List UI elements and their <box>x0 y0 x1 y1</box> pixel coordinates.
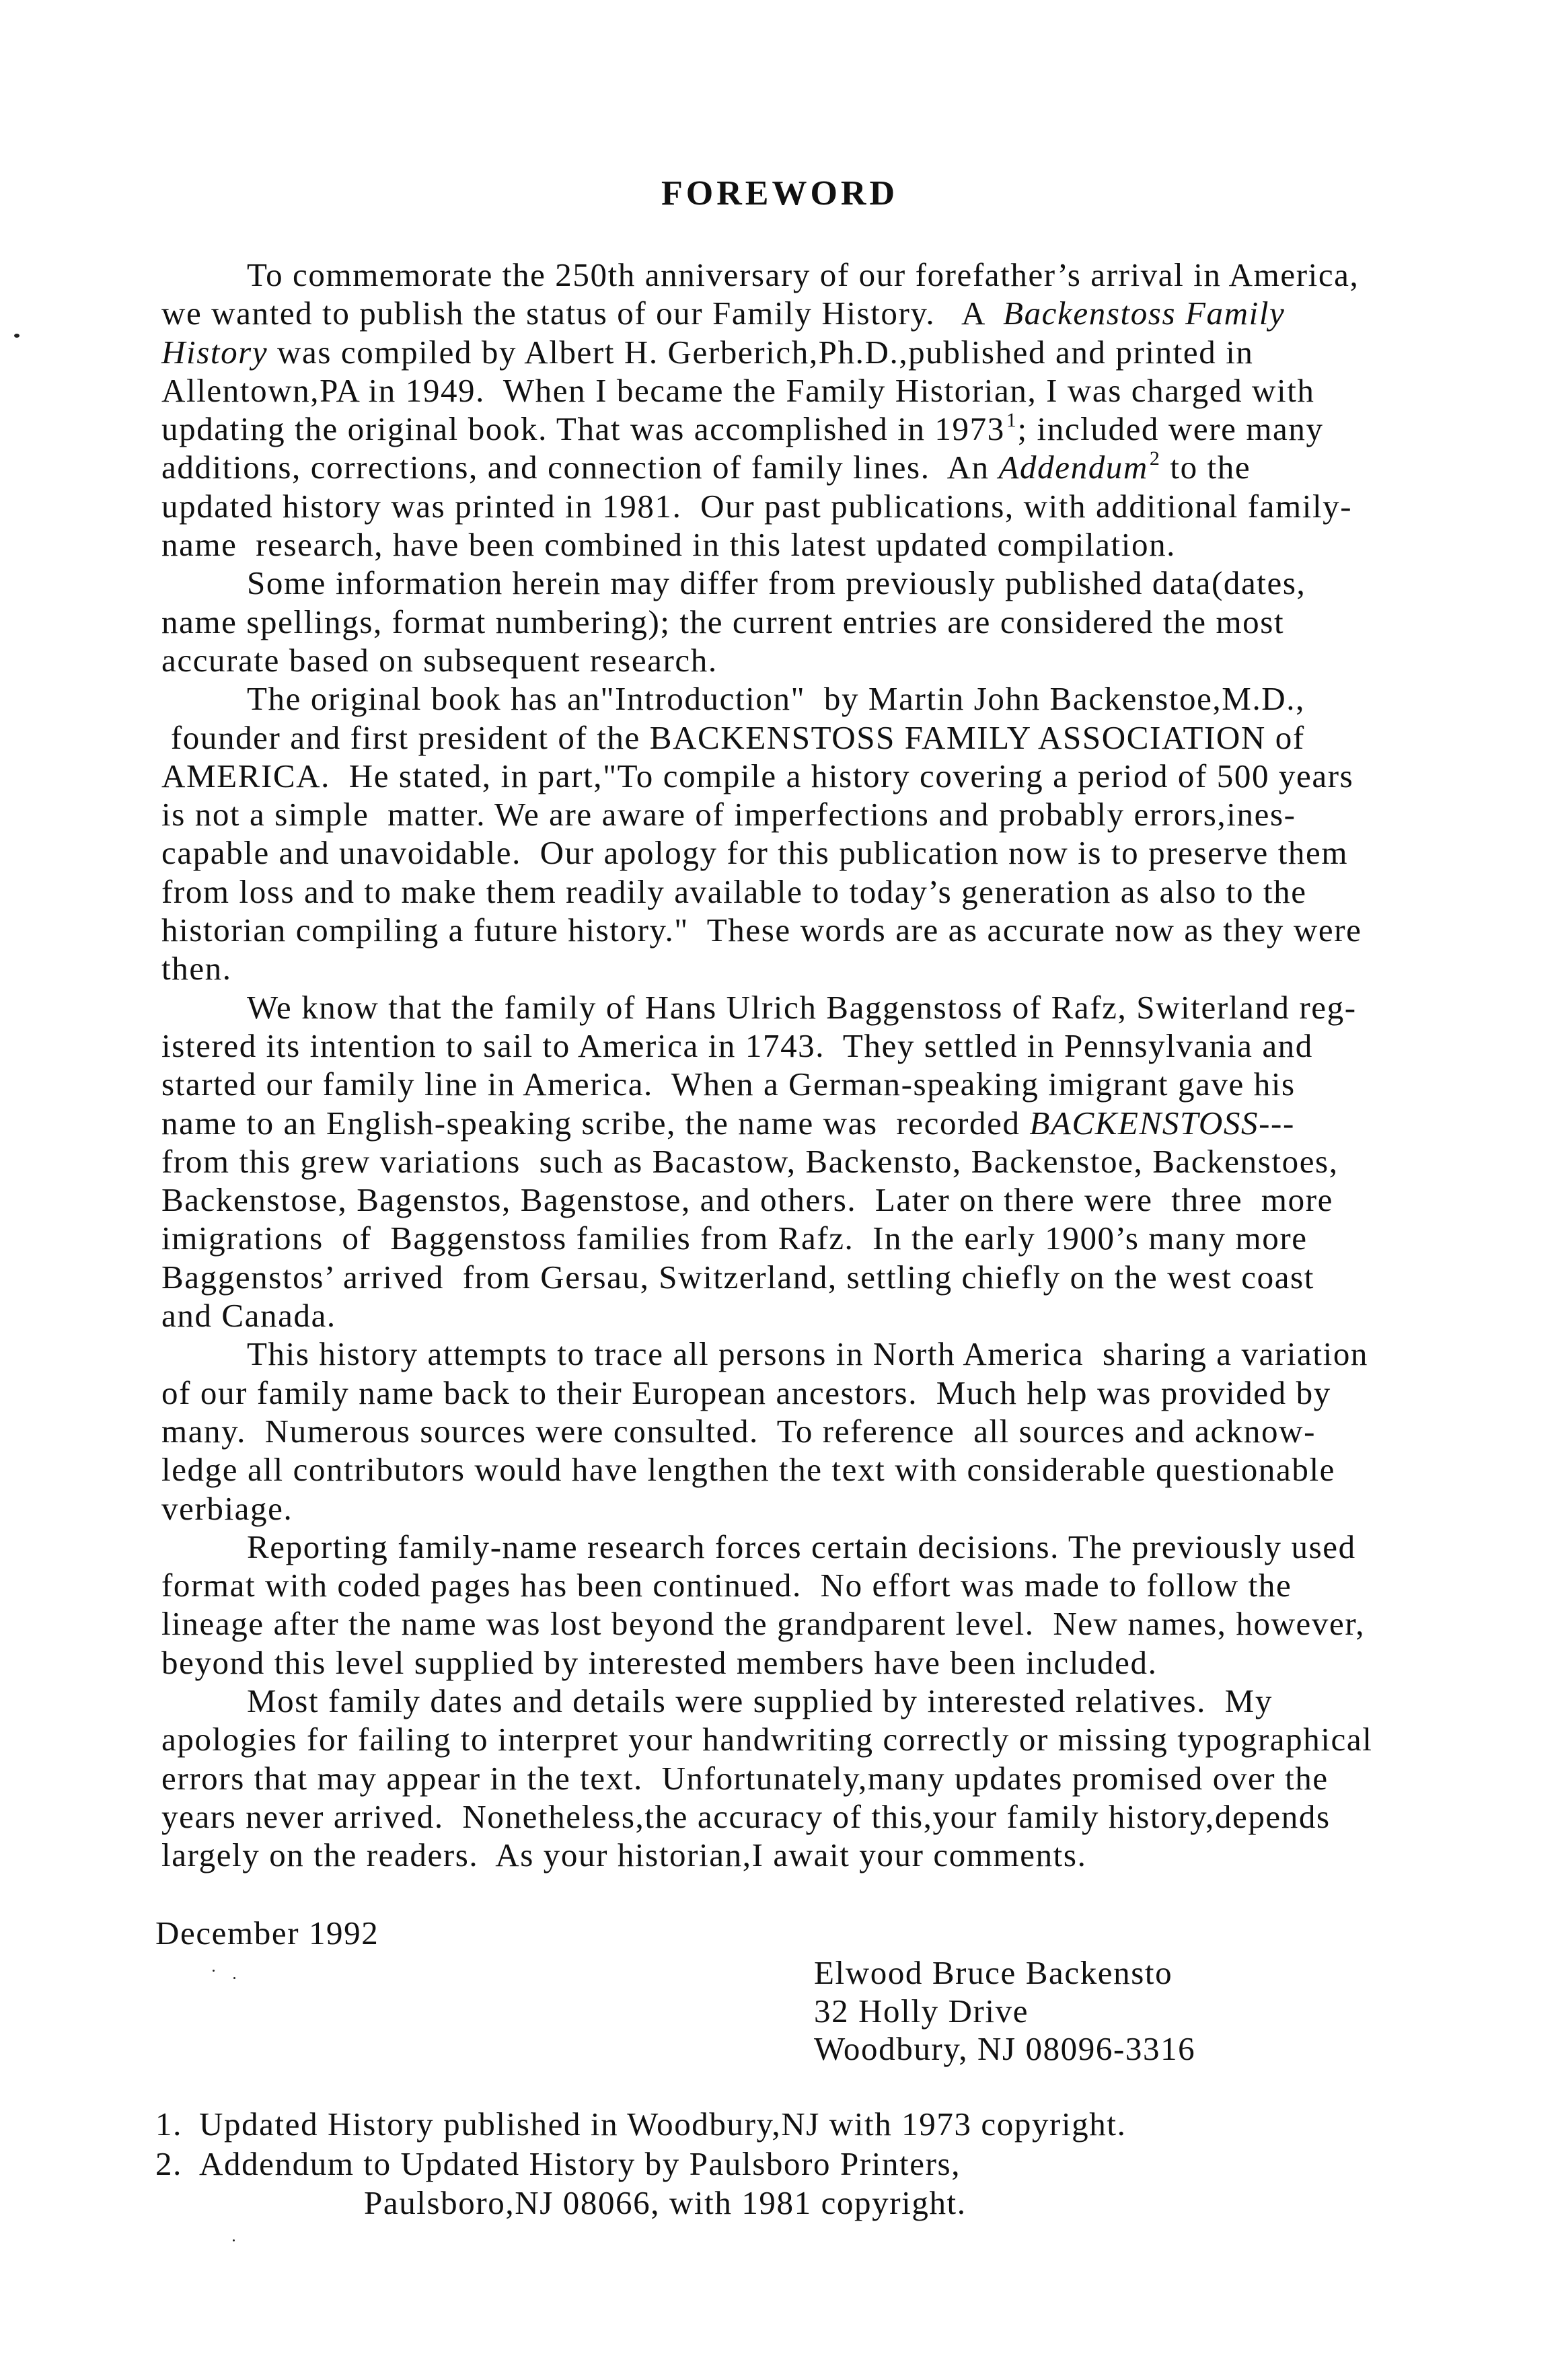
text-segment: we wanted to publish the status of our Family History. A <box>161 295 1004 332</box>
text-segment: name spellings, format numbering); the current entries are considered the most <box>161 603 1285 640</box>
body-line <box>161 564 1426 602</box>
signature-city: Woodbury, NJ 08096-3316 <box>814 2030 1196 2068</box>
text-segment: Most family dates and details were supplied by interested relatives. My <box>247 1682 1273 1719</box>
body-line <box>161 525 1426 564</box>
text-segment: AMERICA. He stated, in part,"To compile a history covering a period of 500 years <box>161 757 1354 794</box>
text-segment: To commemorate the 250th anniversary of our forefather’s arrival in America, <box>247 256 1360 293</box>
text-segment: name to an English-speaking scribe, the name was recorded <box>161 1104 1030 1142</box>
body-line <box>161 487 1426 525</box>
text-segment: imigrations of Baggenstoss families from Rafz. In the early 1900’s many more <box>161 1220 1308 1257</box>
body-line <box>161 1065 1426 1103</box>
text-segment: errors that may appear in the text. Unfortunately,many updates promised over the <box>161 1759 1329 1797</box>
body-line <box>161 795 1426 833</box>
body-line <box>161 949 1426 988</box>
signature-street: 32 Holly Drive <box>814 1992 1029 2030</box>
text-segment: to the <box>1160 449 1251 486</box>
scan-speck <box>14 334 20 338</box>
text-segment: name research, have been combined in this latest updated compilation. <box>161 526 1177 564</box>
text-segment: and Canada. <box>161 1297 336 1335</box>
body-line <box>161 1836 1426 1874</box>
text-segment: We know that the family of Hans Ulrich Baggenstoss of Rafz, Switerland reg- <box>247 988 1357 1026</box>
body-line <box>161 256 1426 294</box>
text-segment: historian compiling a future history." These words are as accurate now as they were <box>161 912 1362 949</box>
italic-text: Backenstoss Family <box>1003 295 1286 332</box>
body-line <box>161 1296 1426 1335</box>
body-line <box>161 1374 1426 1412</box>
body-line <box>161 1450 1426 1489</box>
body-line <box>161 410 1426 448</box>
text-segment: ledge all contributors would have lengthen the text with considerable questionable <box>161 1451 1336 1489</box>
text-segment: is not a simple matter. We are aware of imperfections and probably errors,ines- <box>161 796 1296 833</box>
foreword-body <box>161 256 1426 1874</box>
body-line <box>161 1720 1426 1758</box>
text-segment: This history attempts to trace all persons in North America sharing a variation <box>247 1335 1369 1373</box>
text-segment: started our family line in America. When a German-speaking imigrant gave his <box>161 1066 1296 1103</box>
body-line <box>161 1566 1426 1604</box>
text-segment: beyond this level supplied by interested members have been included. <box>161 1643 1158 1681</box>
body-line <box>161 988 1426 1027</box>
text-segment: lineage after the name was lost beyond the grandparent level. New names, however, <box>161 1605 1366 1643</box>
text-segment: of our family name back to their European ancestors. Much help was provided by <box>161 1374 1331 1411</box>
body-line <box>161 1104 1426 1142</box>
body-line <box>161 1258 1426 1296</box>
body-line <box>161 718 1426 757</box>
text-segment: updating the original book. That was accomplished in 1973 <box>161 410 1005 448</box>
body-line <box>161 1335 1426 1373</box>
text-segment: Reporting family-name research forces certain decisions. The previously used <box>247 1528 1356 1565</box>
body-line <box>161 1489 1426 1528</box>
footnote-number: 2. <box>155 2145 182 2182</box>
text-segment: accurate based on subsequent research. <box>161 641 718 679</box>
text-segment: then. <box>161 950 232 988</box>
footnote-reference: 2 <box>1149 447 1161 470</box>
body-line <box>161 1528 1426 1566</box>
text-segment: many. Numerous sources were consulted. To reference all sources and acknow- <box>161 1412 1316 1450</box>
footnote-line <box>155 2145 1366 2184</box>
text-segment: istered its intention to sail to America in 1743. They settled in Pennsylvania and <box>161 1027 1313 1064</box>
scan-speck <box>233 2239 235 2241</box>
footnote-number: 1. <box>155 2106 182 2143</box>
footnote-line <box>155 2105 1366 2145</box>
text-segment: verbiage. <box>161 1489 293 1527</box>
footnotes <box>155 2105 1366 2223</box>
italic-text: Addendum <box>998 449 1148 486</box>
page-title: FOREWORD <box>661 174 898 213</box>
body-line <box>161 1604 1426 1643</box>
body-line <box>161 1682 1426 1720</box>
italic-text: BACKENSTOSS <box>1029 1104 1259 1142</box>
text-segment: largely on the readers. As your historian,I await your comments. <box>161 1836 1087 1874</box>
body-line <box>161 333 1426 371</box>
text-segment: updated history was printed in 1981. Our past publications, with additional family- <box>161 487 1353 525</box>
italic-text: History <box>161 333 268 371</box>
body-line <box>161 294 1426 332</box>
body-line <box>161 679 1426 718</box>
text-segment: The original book has an"Introduction" by Martin John Backenstoe,M.D., <box>247 680 1305 718</box>
body-line <box>161 833 1426 872</box>
text-segment: founder and first president of the BACKENSTOSS FAMILY ASSOCIATION of <box>161 718 1305 756</box>
text-segment: Backenstose, Bagenstos, Bagenstose, and others. Later on there were three more <box>161 1181 1333 1219</box>
body-line <box>161 1412 1426 1450</box>
body-line <box>161 1142 1426 1181</box>
body-line <box>161 757 1426 795</box>
text-segment: years never arrived. Nonetheless,the accuracy of this,your family history,depends <box>161 1797 1331 1835</box>
text-segment: from loss and to make them readily available to today’s generation as also to the <box>161 872 1307 910</box>
body-line <box>161 1797 1426 1836</box>
footnote-text: Paulsboro,NJ 08066, with 1981 copyright. <box>364 2184 967 2221</box>
body-line <box>161 1643 1426 1682</box>
footnote-line <box>155 2184 1366 2223</box>
body-line <box>161 911 1426 949</box>
body-line <box>161 1759 1426 1797</box>
scan-speck <box>233 1977 235 1979</box>
signature-name: Elwood Bruce Backensto <box>814 1954 1173 1991</box>
text-segment: ; included were many <box>1017 410 1324 448</box>
body-line <box>161 872 1426 911</box>
signature-block <box>814 1954 1195 2069</box>
body-line <box>161 641 1426 679</box>
footnote-reference: 1 <box>1006 409 1018 432</box>
footnote-text: Addendum to Updated History by Paulsboro Printers, <box>199 2145 961 2182</box>
text-segment: Baggenstos’ arrived from Gersau, Switzerland, settling chiefly on the west coast <box>161 1258 1314 1296</box>
footnote-text: Updated History published in Woodbury,NJ with 1973 copyright. <box>199 2106 1127 2143</box>
text-segment: additions, corrections, and connection of family lines. An <box>161 449 999 486</box>
text-segment: from this grew variations such as Bacastow, Backensto, Backenstoe, Backenstoes, <box>161 1142 1339 1180</box>
text-segment: capable and unavoidable. Our apology for this publication now is to preserve them <box>161 834 1349 872</box>
body-line <box>161 371 1426 410</box>
body-line <box>161 1027 1426 1065</box>
body-line <box>161 603 1426 641</box>
text-segment: Some information herein may differ from previously published data(dates, <box>247 564 1306 602</box>
text-segment: format with coded pages has been continued. No effort was made to follow the <box>161 1567 1292 1604</box>
text-segment: was compiled by Albert H. Gerberich,Ph.D.,published and printed in <box>268 333 1254 371</box>
body-line <box>161 1181 1426 1219</box>
date-line: December 1992 <box>155 1914 379 1951</box>
body-line <box>161 1219 1426 1257</box>
text-segment: Allentown,PA in 1949. When I became the Family Historian, I was charged with <box>161 371 1315 409</box>
text-segment: --- <box>1259 1104 1295 1142</box>
scan-speck <box>213 1970 215 1972</box>
text-segment: apologies for failing to interpret your handwriting correctly or missing typographical <box>161 1721 1373 1758</box>
body-line <box>161 448 1426 486</box>
